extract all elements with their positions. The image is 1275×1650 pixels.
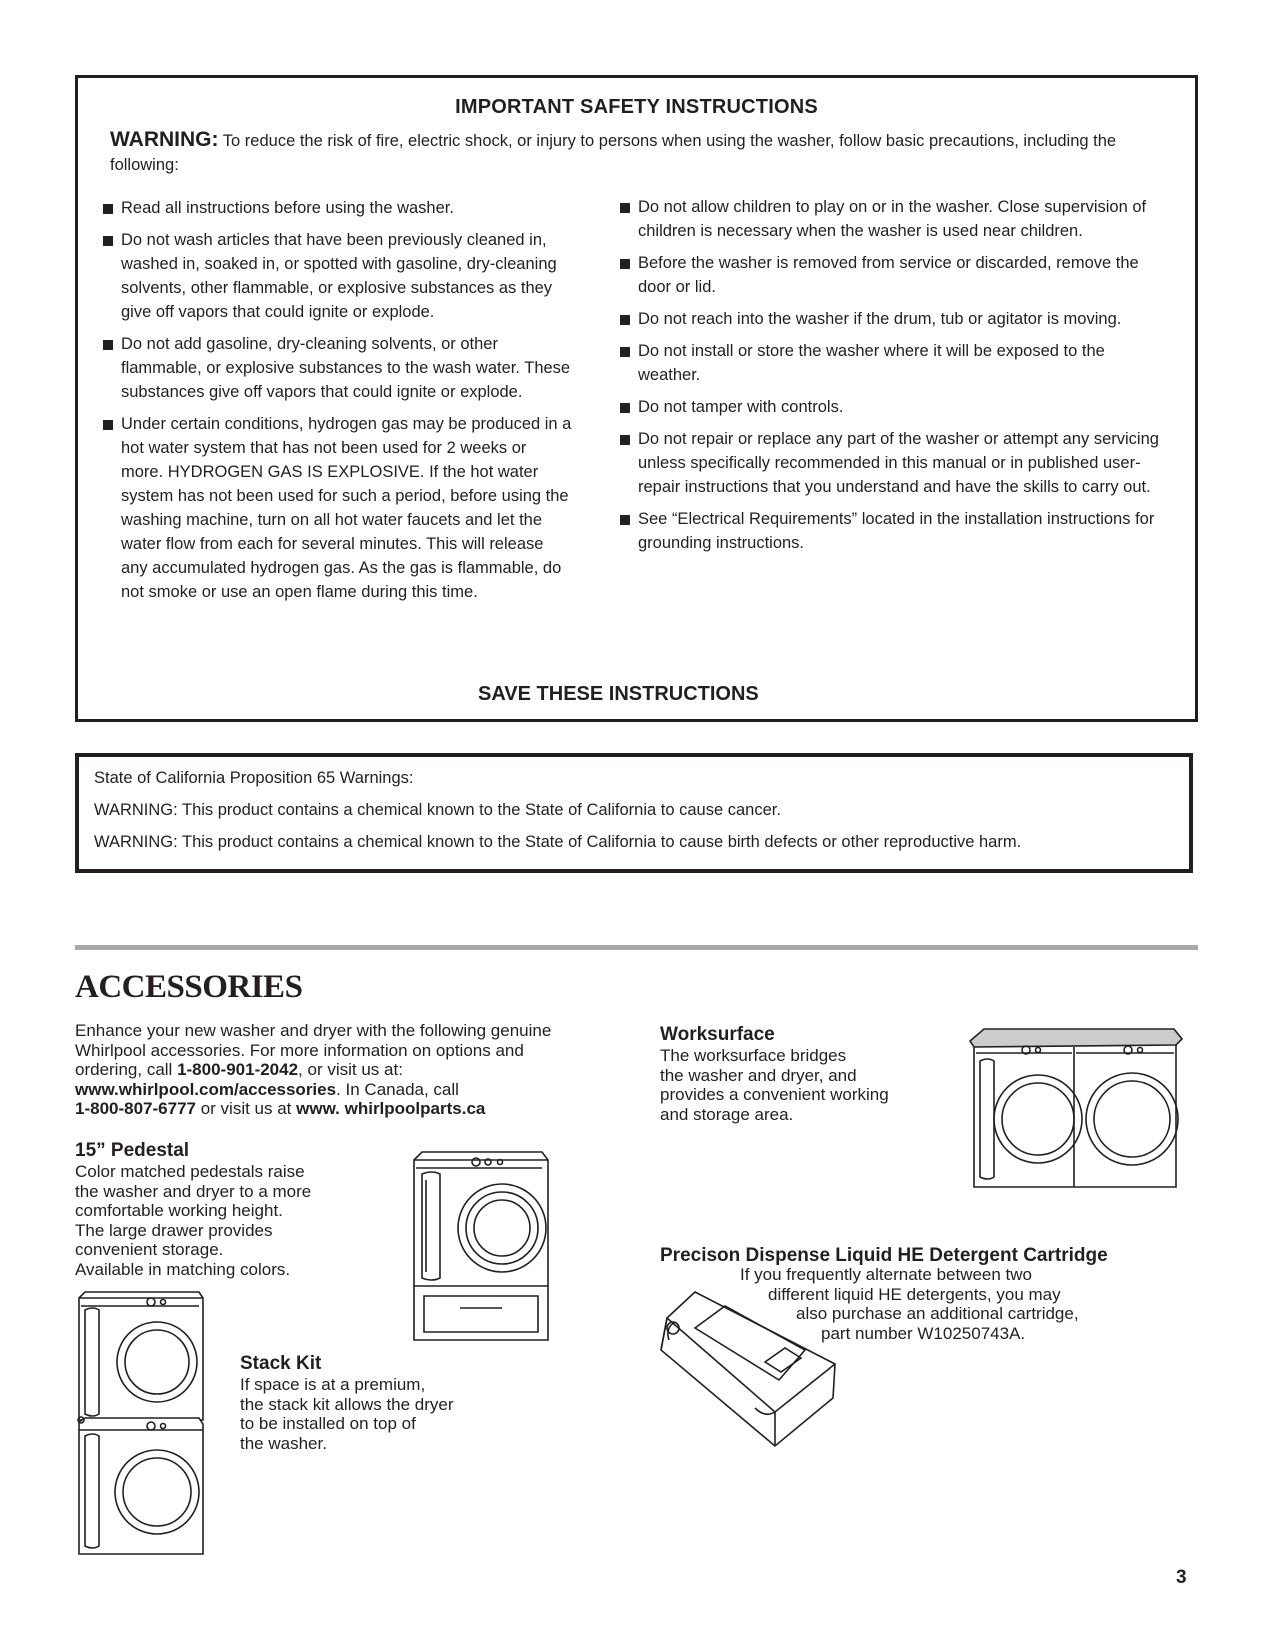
worksurface-section: Worksurface The worksurface bridges the washer and dryer, and provides a convenient working and storage area. bbox=[660, 1024, 940, 1124]
bullet-square-icon bbox=[620, 203, 630, 213]
stacked-washer-dryer-illustration bbox=[75, 1290, 207, 1558]
phone-canada: 1-800-807-6777 bbox=[75, 1099, 196, 1118]
bullet-square-icon bbox=[620, 315, 630, 325]
prop65-heading: State of California Proposition 65 Warnings: bbox=[94, 769, 414, 787]
bullet-square-icon bbox=[620, 435, 630, 445]
bullet-square-icon bbox=[620, 347, 630, 357]
warning-intro bbox=[110, 128, 1170, 177]
page-number: 3 bbox=[1176, 1567, 1187, 1588]
list-item: Do not allow children to play on or in the washer. Close supervision of children is necessary when the washer is used near children. bbox=[620, 195, 1160, 243]
worksurface-illustration bbox=[962, 1027, 1184, 1195]
phone-us: 1-800-901-2042 bbox=[177, 1060, 299, 1079]
list-item: Read all instructions before using the washer. bbox=[103, 196, 573, 220]
bullet-square-icon bbox=[620, 515, 630, 525]
list-item: Before the washer is removed from service or discarded, remove the door or lid. bbox=[620, 251, 1160, 299]
safety-instructions-box bbox=[75, 75, 1198, 722]
prop65-warning-box bbox=[75, 753, 1193, 873]
stack-kit-section: Stack Kit If space is at a premium, the stack kit allows the dryer to be installed on top of the washer. bbox=[240, 1353, 510, 1453]
pedestal-title: 15” Pedestal bbox=[75, 1140, 190, 1161]
pedestal-section: 15” Pedestal Color matched pedestals raise the washer and dryer to a more comfortable working height. The large drawer provides convenient storage. Available in matching colors. bbox=[75, 1140, 375, 1279]
bullet-square-icon bbox=[620, 259, 630, 269]
list-item: Do not add gasoline, dry-cleaning solvents, or other flammable, or explosive substances to the wash water. These substances give off vapors that could ignite or explode. bbox=[103, 332, 573, 404]
stack-kit-title: Stack Kit bbox=[240, 1353, 322, 1374]
prop65-warning-birth-defects: WARNING: This product contains a chemical known to the State of California to cause birth defects or other reproductive harm. bbox=[94, 833, 1022, 851]
save-instructions-title: SAVE THESE INSTRUCTIONS bbox=[478, 683, 759, 705]
cartridge-title: Precison Dispense Liquid HE Detergent Cartridge bbox=[660, 1245, 1108, 1266]
list-item: Under certain conditions, hydrogen gas may be produced in a hot water system that has not been used for 2 weeks or more. HYDROGEN GAS IS EXPLOSIVE. If the hot water system has not been used for such a period, before using the washing machine, turn on all hot water faucets and let the water flow from each for several minutes. This will release any accumulated hydrogen gas. As the gas is flammable, do not smoke or use an open flame during this time. bbox=[103, 412, 573, 604]
section-divider bbox=[75, 945, 1198, 950]
list-item: Do not repair or replace any part of the washer or attempt any servicing unless specifically recommended in this manual or in published user-repair instructions that you understand and have the skills to carry out. bbox=[620, 427, 1160, 499]
bullet-square-icon bbox=[103, 236, 113, 246]
warning-label: WARNING: bbox=[110, 128, 219, 151]
cartridge-description: If you frequently alternate between two different liquid HE detergents, you may also purchase an additional cartridge, part number W10250743A. bbox=[740, 1265, 1079, 1343]
prop65-warning-cancer: WARNING: This product contains a chemical known to the State of California to cause cancer. bbox=[94, 801, 781, 819]
worksurface-title: Worksurface bbox=[660, 1024, 775, 1045]
detergent-cartridge-illustration bbox=[655, 1288, 839, 1450]
bullet-square-icon bbox=[620, 403, 630, 413]
url-us-link[interactable]: www.whirlpool.com/accessories bbox=[75, 1079, 337, 1099]
list-item: See “Electrical Requirements” located in the installation instructions for grounding instructions. bbox=[620, 507, 1160, 555]
list-item: Do not install or store the washer where it will be exposed to the weather. bbox=[620, 339, 1160, 387]
safety-title: IMPORTANT SAFETY INSTRUCTIONS bbox=[455, 96, 818, 118]
accessories-intro: Enhance your new washer and dryer with the following genuine Whirlpool accessories. For more information on options and ordering, call 1-800-901-2042, or visit us at: www.whirlpool.com/accessories. In Canada, call 1-800-807-6777 or visit us at www. whirlpoolparts.ca bbox=[75, 1021, 552, 1118]
warning-text: To reduce the risk of fire, electric shock, or injury to persons when using the washer, follow basic precautions, including the following: bbox=[110, 132, 1117, 174]
safety-list-right bbox=[620, 195, 1160, 563]
bullet-square-icon bbox=[103, 204, 113, 214]
safety-list-left bbox=[103, 196, 573, 612]
bullet-square-icon bbox=[103, 340, 113, 350]
url-canada-link[interactable]: www. whirlpoolparts.ca bbox=[296, 1099, 486, 1118]
accessories-title: ACCESSORIES bbox=[75, 969, 303, 1005]
list-item: Do not tamper with controls. bbox=[620, 395, 1160, 419]
bullet-square-icon bbox=[103, 420, 113, 430]
list-item: Do not wash articles that have been previously cleaned in, washed in, soaked in, or spotted with gasoline, dry-cleaning solvents, other flammable, or explosive substances as they give off vapors that could ignite or explode. bbox=[103, 228, 573, 324]
list-item: Do not reach into the washer if the drum, tub or agitator is moving. bbox=[620, 307, 1160, 331]
pedestal-washer-illustration bbox=[410, 1148, 550, 1344]
